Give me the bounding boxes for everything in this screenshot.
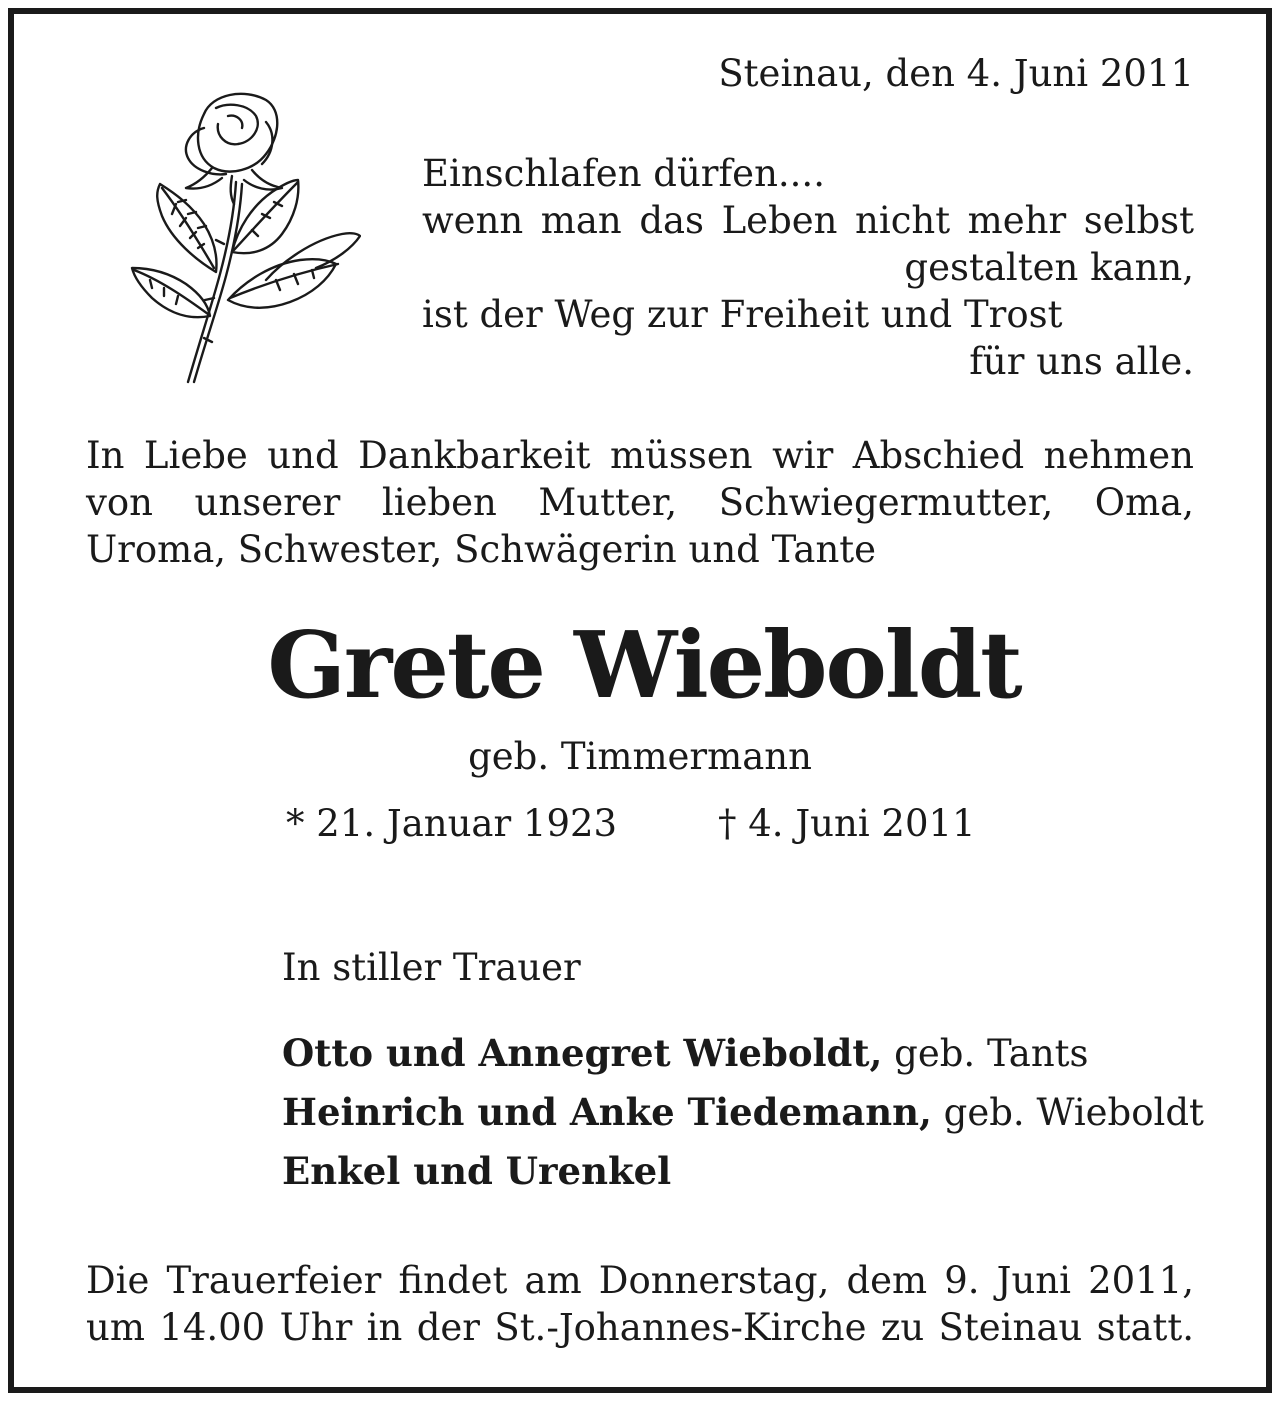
poem — [422, 150, 1194, 385]
mourning-heading: In stiller Trauer — [282, 946, 581, 989]
mourner-note: geb. Tants — [882, 1032, 1089, 1075]
ceremony-line: Die Trauerfeier findet am Donnerstag, dem 9. Juni 2011, — [86, 1259, 1194, 1302]
mourner-entry — [282, 1083, 1204, 1142]
place-date: Steinau, den 4. Juni 2011 — [718, 52, 1194, 95]
maiden-name: geb. Timmermann — [468, 735, 812, 778]
death-date: † 4. Juni 2011 — [718, 802, 976, 845]
mourner-names: Enkel und Urenkel — [282, 1149, 672, 1193]
poem-line: Einschlafen dürfen.... — [422, 152, 825, 195]
mourner-entry — [282, 1142, 1194, 1201]
poem-line: für uns alle. — [969, 340, 1194, 383]
intro-line: In Liebe und Dankbarkeit müssen wir Abschied nehmen — [86, 434, 1194, 477]
ceremony-line: um 14.00 Uhr in der St.-Johannes-Kirche zu Steinau statt. — [86, 1306, 1194, 1349]
rose-icon — [116, 84, 361, 389]
mourner-entry — [282, 1024, 1194, 1083]
poem-line: wenn man das Leben nicht mehr selbst — [422, 199, 1194, 242]
ceremony-info — [86, 1257, 1194, 1351]
birth-date: * 21. Januar 1923 — [286, 802, 618, 845]
mourners-list — [282, 1024, 1204, 1201]
poem-line: gestalten kann, — [904, 246, 1194, 289]
mourner-names: Heinrich und Anke Tiedemann, — [282, 1090, 932, 1134]
poem-line: ist der Weg zur Freiheit und Trost — [422, 293, 1063, 336]
mourner-note: geb. Wieboldt — [931, 1091, 1204, 1134]
deceased-name: Grete Wieboldt — [267, 611, 1021, 719]
mourner-names: Otto und Annegret Wieboldt, — [282, 1031, 883, 1075]
intro-paragraph — [86, 432, 1194, 573]
intro-line: Uroma, Schwester, Schwägerin und Tante — [86, 528, 877, 571]
intro-line: von unserer lieben Mutter, Schwiegermutter, Oma, — [86, 481, 1194, 524]
